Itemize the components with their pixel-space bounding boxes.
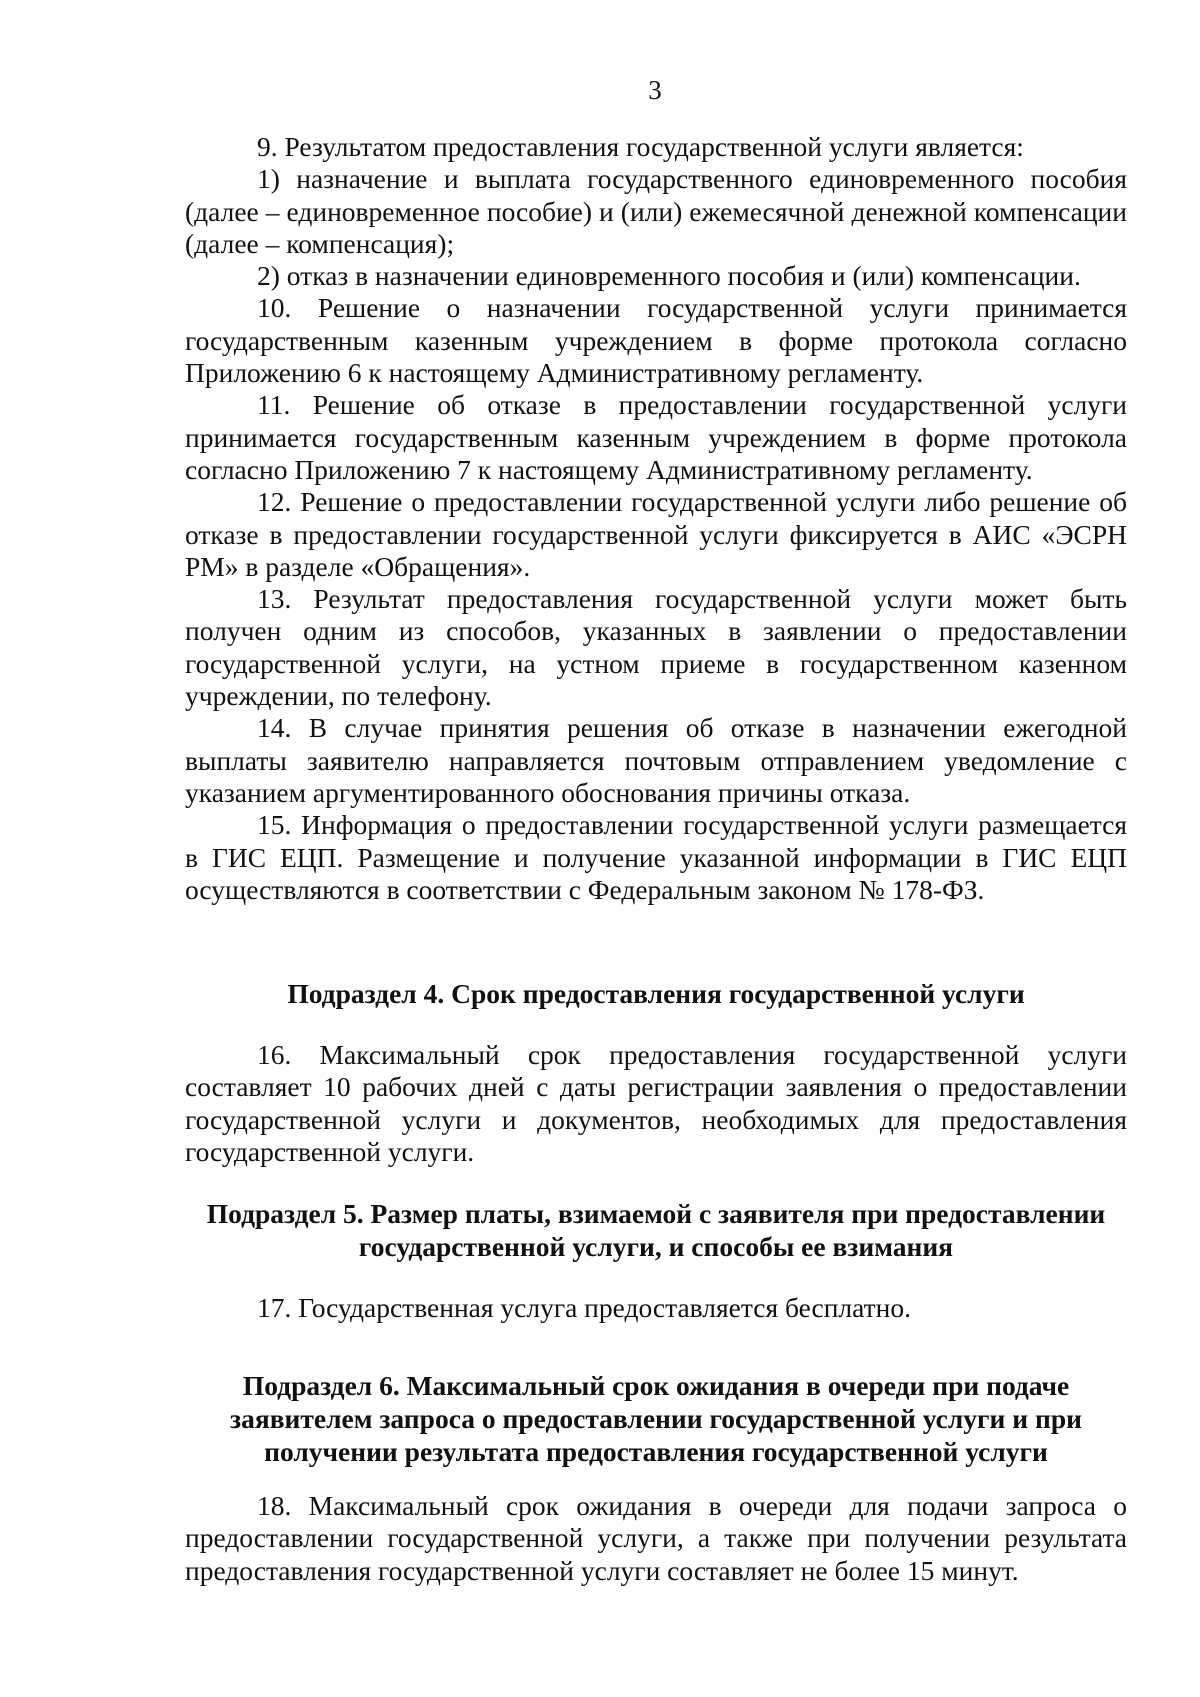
paragraph-17: 17. Государственная услуга предоставляется бесплатно. (257, 1292, 911, 1323)
subsection-6-heading-line-2: заявителем запроса о предоставлении государственной услуги и при (230, 1403, 1082, 1434)
paragraph-15: 15. Информация о предоставлении государственной услуги размещается в ГИС ЕЦП. Размещение и получение указанной информации в ГИС ЕЦП осуществляются в соответствии с Федеральным законом № 178-ФЗ. (185, 809, 1127, 905)
subsection-6-heading-line-1: Подраздел 6. Максимальный срок ожидания в очереди при подаче (242, 1370, 1070, 1401)
subsection-6-text (185, 1490, 1127, 1587)
paragraph-18: 18. Максимальный срок ожидания в очереди для подачи запроса о предоставлении государственной услуги, а также при получении результата предоставления государственной услуги составляет не более 15 минут. (185, 1490, 1127, 1586)
paragraph-14: 14. В случае принятия решения об отказе в назначении ежегодной выплаты заявителю направляется почтовым отправлением уведомление с указанием аргументированного обоснования причины отказа. (185, 712, 1127, 808)
paragraph-16: 16. Максимальный срок предоставления государственной услуги составляет 10 рабочих дней с даты регистрации заявления о предоставлении государственной услуги и документов, необходимых для предоставления государственной услуги. (185, 1039, 1127, 1167)
subsection-4-text (185, 1039, 1127, 1168)
subsection-5-heading-line-1: Подраздел 5. Размер платы, взимаемой с заявителя при предоставлении (206, 1198, 1106, 1229)
paragraph-9: 9. Результатом предоставления государственной услуги является: (257, 131, 1024, 162)
subsection-5-heading-line-2: государственной услуги, и способы ее взимания (358, 1231, 954, 1262)
subsection-5-heading (185, 1197, 1127, 1263)
subsection-4-heading: Подраздел 4. Срок предоставления государственной услуги (287, 978, 1025, 1009)
subsection-6-heading-line-3: получении результата предоставления государственной услуги (264, 1436, 1048, 1467)
subsection-6-heading (185, 1369, 1127, 1468)
paragraph-10: 10. Решение о назначении государственной услуги принимается государственным казенным учреждением в форме протокола согласно Приложению 6 к настоящему Административному регламенту. (185, 292, 1127, 389)
subsection-5-text (185, 1292, 1127, 1324)
paragraph-12: 12. Решение о предоставлении государственной услуги либо решение об отказе в предоставлении государственной услуги фиксируется в АИС «ЭСРН РМ» в разделе «Обращения». (185, 486, 1127, 582)
paragraph-13: 13. Результат предоставления государственной услуги может быть получен одним из способов, указанных в заявлении о предоставлении государственной услуги, на устном приеме в государственном казенном учреждении, по телефону. (185, 583, 1127, 712)
paragraph-9-item-2: 2) отказ в назначении единовременного пособия и (или) компенсации. (257, 260, 1081, 292)
main-section-text (185, 131, 1127, 906)
paragraph-11: 11. Решение об отказе в предоставлении государственной услуги принимается государственным казенным учреждением в форме протокола согласно Приложению 7 к настоящему Административному регламенту. (185, 389, 1127, 485)
paragraph-9-item-1: 1) назначение и выплата государственного единовременного пособия (далее – единовременное пособие) и (или) ежемесячной денежной компенсации (далее – компенсация); (185, 163, 1127, 259)
page-number: 3 (648, 75, 662, 105)
